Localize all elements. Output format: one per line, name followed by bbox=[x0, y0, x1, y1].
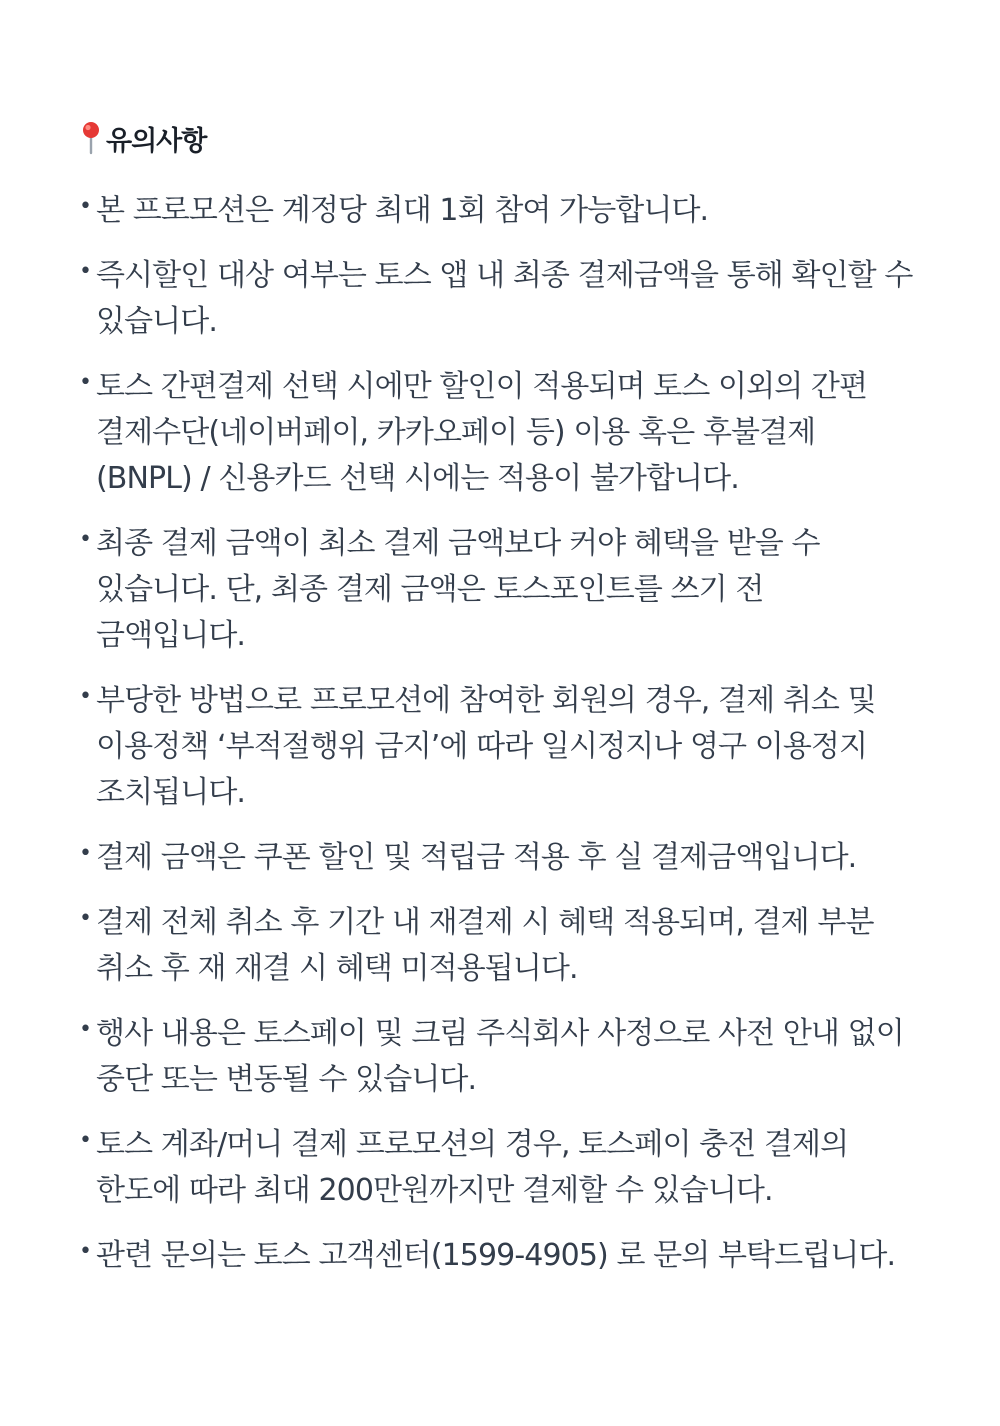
notice-item bbox=[80, 521, 918, 659]
notice-item bbox=[80, 364, 918, 502]
bullet: • bbox=[78, 527, 92, 552]
bullet: • bbox=[78, 841, 92, 866]
notice-header bbox=[80, 118, 918, 158]
bullet: • bbox=[78, 370, 92, 395]
notice-item bbox=[80, 835, 918, 881]
bullet: • bbox=[78, 259, 92, 284]
bullet: • bbox=[78, 1128, 92, 1153]
notice-item bbox=[80, 253, 918, 345]
notice-item bbox=[80, 900, 918, 992]
notice-item-text: 결제 금액은 쿠폰 할인 및 적립금 적용 후 실 결제금액입니다. bbox=[96, 840, 857, 875]
notice-list bbox=[80, 188, 918, 1279]
notice-title: 유의사항 bbox=[106, 125, 207, 157]
notice-item-text: 행사 내용은 토스페이 및 크림 주식회사 사정으로 사전 안내 없이 중단 또는 변동될 수 있습니다. bbox=[96, 1016, 904, 1097]
notice-item-text: 즉시할인 대상 여부는 토스 앱 내 최종 결제금액을 통해 확인할 수 있습니다. bbox=[96, 258, 913, 339]
bullet: • bbox=[78, 1239, 92, 1264]
pin-icon bbox=[80, 121, 102, 155]
notice-item-text: 결제 전체 취소 후 기간 내 재결제 시 혜택 적용되며, 결제 부분 취소 후 재 재결 시 혜택 미적용됩니다. bbox=[96, 905, 874, 986]
notice-item bbox=[80, 1122, 918, 1214]
notice-item bbox=[80, 678, 918, 816]
notice-item-text: 관련 문의는 토스 고객센터(1599-4905) 로 문의 부탁드립니다. bbox=[96, 1238, 896, 1273]
notice-item-text: 토스 계좌/머니 결제 프로모션의 경우, 토스페이 충전 결제의 한도에 따라 최대 200만원까지만 결제할 수 있습니다. bbox=[96, 1127, 849, 1208]
bullet: • bbox=[78, 1017, 92, 1042]
notice-item bbox=[80, 1233, 918, 1279]
notice-item-text: 부당한 방법으로 프로모션에 참여한 회원의 경우, 결제 취소 및 이용정책 ‘부적절행위 금지’에 따라 일시정지나 영구 이용정지 조치됩니다. bbox=[96, 683, 876, 810]
notice-item-text: 토스 간편결제 선택 시에만 할인이 적용되며 토스 이외의 간편 결제수단(네이버페이, 카카오페이 등) 이용 혹은 후불결제 (BNPL) / 신용카드 선택 시에는 적용이 불가합니다. bbox=[96, 369, 868, 496]
notice-item bbox=[80, 1011, 918, 1103]
bullet: • bbox=[78, 684, 92, 709]
notice-item-text: 최종 결제 금액이 최소 결제 금액보다 커야 혜택을 받을 수 있습니다. 단, 최종 결제 금액은 토스포인트를 쓰기 전 금액입니다. bbox=[96, 526, 820, 653]
bullet: • bbox=[78, 194, 92, 219]
notice-item bbox=[80, 188, 918, 234]
bullet: • bbox=[78, 906, 92, 931]
notice-item-text: 본 프로모션은 계정당 최대 1회 참여 가능합니다. bbox=[96, 193, 709, 228]
